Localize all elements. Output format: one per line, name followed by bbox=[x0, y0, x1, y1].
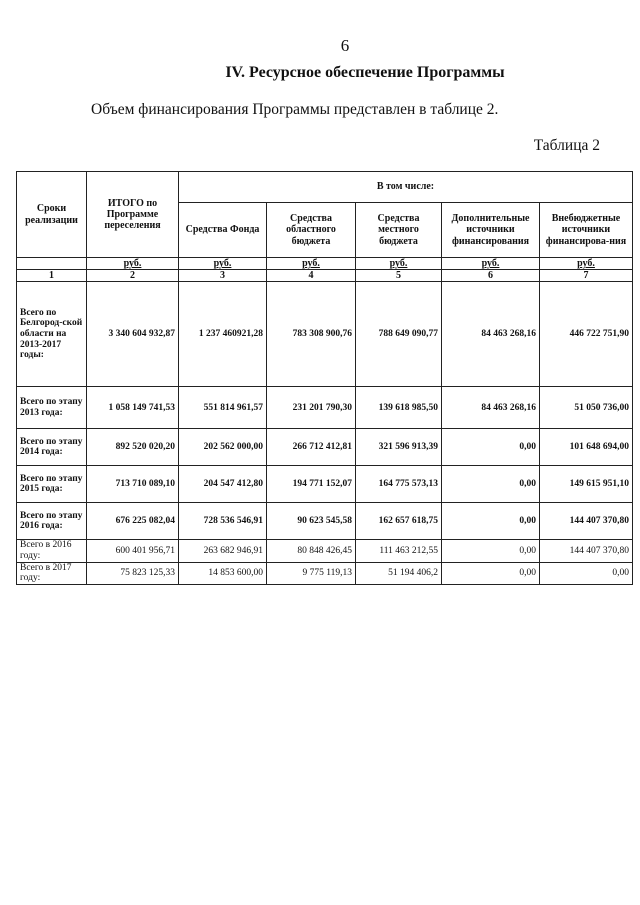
fund-cell: 14 853 600,00 bbox=[179, 562, 267, 584]
extrabudget-cell: 51 050 736,00 bbox=[540, 387, 633, 429]
unit-cell: руб. bbox=[442, 258, 540, 270]
period-cell: Всего по Белгород-ской области на 2013-2017 годы: bbox=[17, 282, 87, 387]
period-cell: Всего по этапу 2013 года: bbox=[17, 387, 87, 429]
column-number: 2 bbox=[87, 270, 179, 282]
unit-cell: руб. bbox=[87, 258, 179, 270]
regional-cell: 783 308 900,76 bbox=[267, 282, 356, 387]
additional-cell: 0,00 bbox=[442, 503, 540, 540]
local-cell: 162 657 618,75 bbox=[356, 503, 442, 540]
table-row bbox=[17, 540, 633, 562]
period-cell: Всего по этапу 2014 года: bbox=[17, 429, 87, 466]
additional-cell: 0,00 bbox=[442, 466, 540, 503]
regional-cell: 231 201 790,30 bbox=[267, 387, 356, 429]
header-including: В том числе: bbox=[179, 172, 633, 203]
intro-text: Объем финансирования Программы представлен в таблице 2. bbox=[91, 101, 499, 118]
table-row bbox=[17, 466, 633, 503]
fund-cell: 728 536 546,91 bbox=[179, 503, 267, 540]
regional-cell: 80 848 426,45 bbox=[267, 540, 356, 562]
fund-cell: 204 547 412,80 bbox=[179, 466, 267, 503]
total-cell: 3 340 604 932,87 bbox=[87, 282, 179, 387]
additional-cell: 84 463 268,16 bbox=[442, 282, 540, 387]
column-number: 1 bbox=[17, 270, 87, 282]
column-number: 6 bbox=[442, 270, 540, 282]
table-caption: Таблица 2 bbox=[533, 137, 600, 154]
additional-cell: 84 463 268,16 bbox=[442, 387, 540, 429]
local-cell: 51 194 406,2 bbox=[356, 562, 442, 584]
local-cell: 139 618 985,50 bbox=[356, 387, 442, 429]
total-cell: 892 520 020,20 bbox=[87, 429, 179, 466]
period-cell: Всего по этапу 2016 года: bbox=[17, 503, 87, 540]
table-row bbox=[17, 562, 633, 584]
fund-cell: 263 682 946,91 bbox=[179, 540, 267, 562]
unit-cell: руб. bbox=[267, 258, 356, 270]
table-row bbox=[17, 429, 633, 466]
total-cell: 676 225 082,04 bbox=[87, 503, 179, 540]
column-number: 3 bbox=[179, 270, 267, 282]
local-cell: 788 649 090,77 bbox=[356, 282, 442, 387]
header-fund: Средства Фонда bbox=[179, 203, 267, 258]
period-cell: Всего в 2017 году: bbox=[17, 562, 87, 584]
page-number: 6 bbox=[340, 36, 350, 55]
additional-cell: 0,00 bbox=[442, 429, 540, 466]
extrabudget-cell: 144 407 370,80 bbox=[540, 503, 633, 540]
extrabudget-cell: 0,00 bbox=[540, 562, 633, 584]
fund-cell: 551 814 961,57 bbox=[179, 387, 267, 429]
total-cell: 713 710 089,10 bbox=[87, 466, 179, 503]
local-cell: 111 463 212,55 bbox=[356, 540, 442, 562]
unit-cell: руб. bbox=[356, 258, 442, 270]
local-cell: 164 775 573,13 bbox=[356, 466, 442, 503]
period-cell: Всего в 2016 году: bbox=[17, 540, 87, 562]
total-cell: 600 401 956,71 bbox=[87, 540, 179, 562]
unit-cell: руб. bbox=[540, 258, 633, 270]
table-row bbox=[17, 387, 633, 429]
total-cell: 75 823 125,33 bbox=[87, 562, 179, 584]
regional-cell: 90 623 545,58 bbox=[267, 503, 356, 540]
financing-table bbox=[16, 171, 633, 585]
regional-cell: 194 771 152,07 bbox=[267, 466, 356, 503]
table-row bbox=[17, 503, 633, 540]
fund-cell: 202 562 000,00 bbox=[179, 429, 267, 466]
additional-cell: 0,00 bbox=[442, 562, 540, 584]
header-additional: Дополнительные источники финансирования bbox=[442, 203, 540, 258]
extrabudget-cell: 149 615 951,10 bbox=[540, 466, 633, 503]
period-cell: Всего по этапу 2015 года: bbox=[17, 466, 87, 503]
header-regional: Средства областного бюджета bbox=[267, 203, 356, 258]
local-cell: 321 596 913,39 bbox=[356, 429, 442, 466]
header-extrabudget: Внебюджетные источники финансирова-ния bbox=[540, 203, 633, 258]
extrabudget-cell: 144 407 370,80 bbox=[540, 540, 633, 562]
section-title: IV. Ресурсное обеспечение Программы bbox=[225, 64, 505, 81]
unit-empty bbox=[17, 258, 87, 270]
regional-cell: 9 775 119,13 bbox=[267, 562, 356, 584]
total-cell: 1 058 149 741,53 bbox=[87, 387, 179, 429]
extrabudget-cell: 101 648 694,00 bbox=[540, 429, 633, 466]
header-local: Средства местного бюджета bbox=[356, 203, 442, 258]
extrabudget-cell: 446 722 751,90 bbox=[540, 282, 633, 387]
column-number: 5 bbox=[356, 270, 442, 282]
header-total: ИТОГО по Программе переселения bbox=[87, 172, 179, 258]
unit-cell: руб. bbox=[179, 258, 267, 270]
column-number: 7 bbox=[540, 270, 633, 282]
table-row bbox=[17, 282, 633, 387]
regional-cell: 266 712 412,81 bbox=[267, 429, 356, 466]
fund-cell: 1 237 460921,28 bbox=[179, 282, 267, 387]
column-number: 4 bbox=[267, 270, 356, 282]
header-period: Сроки реализации bbox=[17, 172, 87, 258]
additional-cell: 0,00 bbox=[442, 540, 540, 562]
